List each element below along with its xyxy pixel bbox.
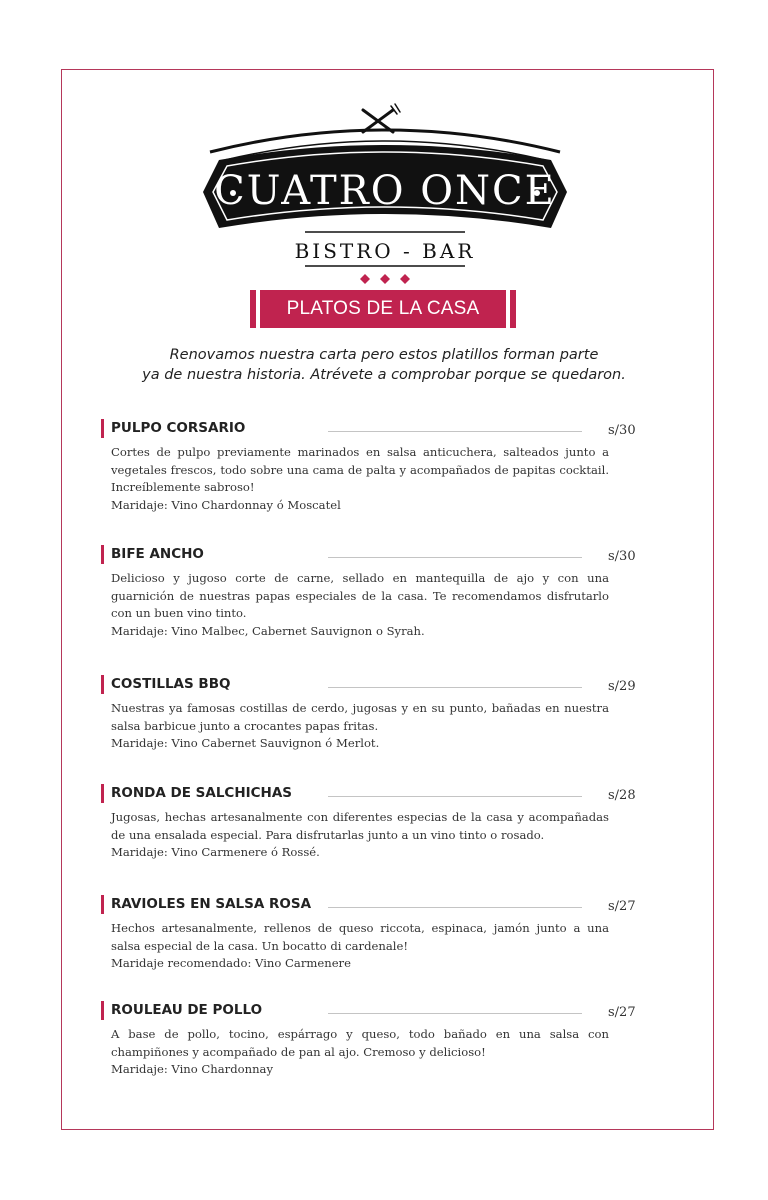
item-accent-bar bbox=[101, 784, 104, 803]
section-banner bbox=[250, 290, 516, 328]
item-price: s/28 bbox=[608, 788, 636, 803]
item-name: PULPO CORSARIO bbox=[111, 420, 246, 436]
intro-text bbox=[100, 345, 668, 385]
item-pairing: Maridaje: Vino Malbec, Cabernet Sauvignon o Syrah. bbox=[111, 623, 425, 638]
item-leader-line bbox=[328, 907, 582, 908]
item-description: Delicioso y jugoso corte de carne, sellado en mantequilla de ajo y con una guarnición de nuestras papas especiales de la casa. Te recomendamos disfrutarlo con un buen vino tinto. bbox=[111, 571, 609, 620]
item-accent-bar bbox=[101, 675, 104, 694]
section-title: PLATOS DE LA CASA bbox=[260, 290, 506, 328]
menu-item bbox=[101, 1001, 641, 1079]
banner-left-bar bbox=[250, 290, 256, 328]
item-name: COSTILLAS BBQ bbox=[111, 676, 231, 692]
item-name: ROULEAU DE POLLO bbox=[111, 1002, 263, 1018]
item-pairing: Maridaje recomendado: Vino Carmenere bbox=[111, 956, 351, 970]
brand-subtitle: BISTRO - BAR bbox=[294, 239, 476, 263]
item-name: RONDA DE SALCHICHAS bbox=[111, 785, 293, 801]
item-leader-line bbox=[328, 687, 582, 688]
brand-name: CUATRO ONCE bbox=[214, 168, 556, 214]
item-name: RAVIOLES EN SALSA ROSA bbox=[111, 896, 312, 912]
item-accent-bar bbox=[101, 1001, 104, 1020]
item-accent-bar bbox=[101, 545, 104, 564]
item-name: BIFE ANCHO bbox=[111, 546, 204, 562]
item-accent-bar bbox=[101, 895, 104, 914]
item-pairing: Maridaje: Vino Carmenere ó Rossé. bbox=[111, 845, 320, 859]
fork-knife-icon bbox=[363, 104, 400, 132]
item-description: Jugosas, hechas artesanalmente con diferentes especias de la casa y acompañadas de una ensalada especial. Para disfrutarlas junto a un vino tinto o rosado. bbox=[111, 810, 609, 842]
item-pairing: Maridaje: Vino Chardonnay bbox=[111, 1062, 274, 1076]
menu-item bbox=[101, 675, 641, 753]
intro-line-1: Renovamos nuestra carta pero estos platillos forman parte bbox=[169, 347, 599, 363]
banner-right-bar bbox=[510, 290, 516, 328]
item-leader-line bbox=[328, 796, 582, 797]
item-price: s/30 bbox=[608, 423, 636, 438]
intro-line-2: ya de nuestra historia. Atrévete a comprobar porque se quedaron. bbox=[142, 367, 626, 383]
item-pairing: Maridaje: Vino Cabernet Sauvignon ó Merlot. bbox=[111, 736, 380, 750]
menu-item bbox=[101, 784, 641, 862]
item-accent-bar bbox=[101, 419, 104, 438]
item-price: s/27 bbox=[608, 899, 636, 914]
item-description: Nuestras ya famosas costillas de cerdo, jugosas y en su punto, bañadas en nuestra salsa barbicue junto a crocantes papas fritas. bbox=[111, 701, 609, 733]
item-price: s/29 bbox=[608, 679, 636, 694]
item-leader-line bbox=[328, 557, 582, 558]
item-leader-line bbox=[328, 431, 582, 432]
item-price: s/27 bbox=[608, 1005, 636, 1020]
menu-item bbox=[101, 895, 641, 973]
item-price: s/30 bbox=[608, 549, 636, 564]
item-leader-line bbox=[328, 1013, 582, 1014]
diamond-ornament-icon bbox=[360, 274, 410, 284]
item-description: Hechos artesanalmente, rellenos de queso riccota, espinaca, jamón junto a una salsa especial de la casa. Un bocatto di cardenale! bbox=[111, 921, 609, 953]
item-description: A base de pollo, tocino, espárrago y queso, todo bañado en una salsa con champiñones y acompañado de pan al ajo. Cremoso y delicioso! bbox=[111, 1027, 609, 1059]
item-description: Cortes de pulpo previamente marinados en salsa anticuchera, salteados junto a vegetales frescos, todo sobre una cama de palta y acompañados de papitas cocktail. Increíblemente sabroso! bbox=[111, 445, 609, 494]
menu-item bbox=[101, 545, 641, 640]
cuatro-once-logo bbox=[195, 100, 575, 300]
item-pairing: Maridaje: Vino Chardonnay ó Moscatel bbox=[111, 497, 341, 512]
menu-item bbox=[101, 419, 641, 514]
